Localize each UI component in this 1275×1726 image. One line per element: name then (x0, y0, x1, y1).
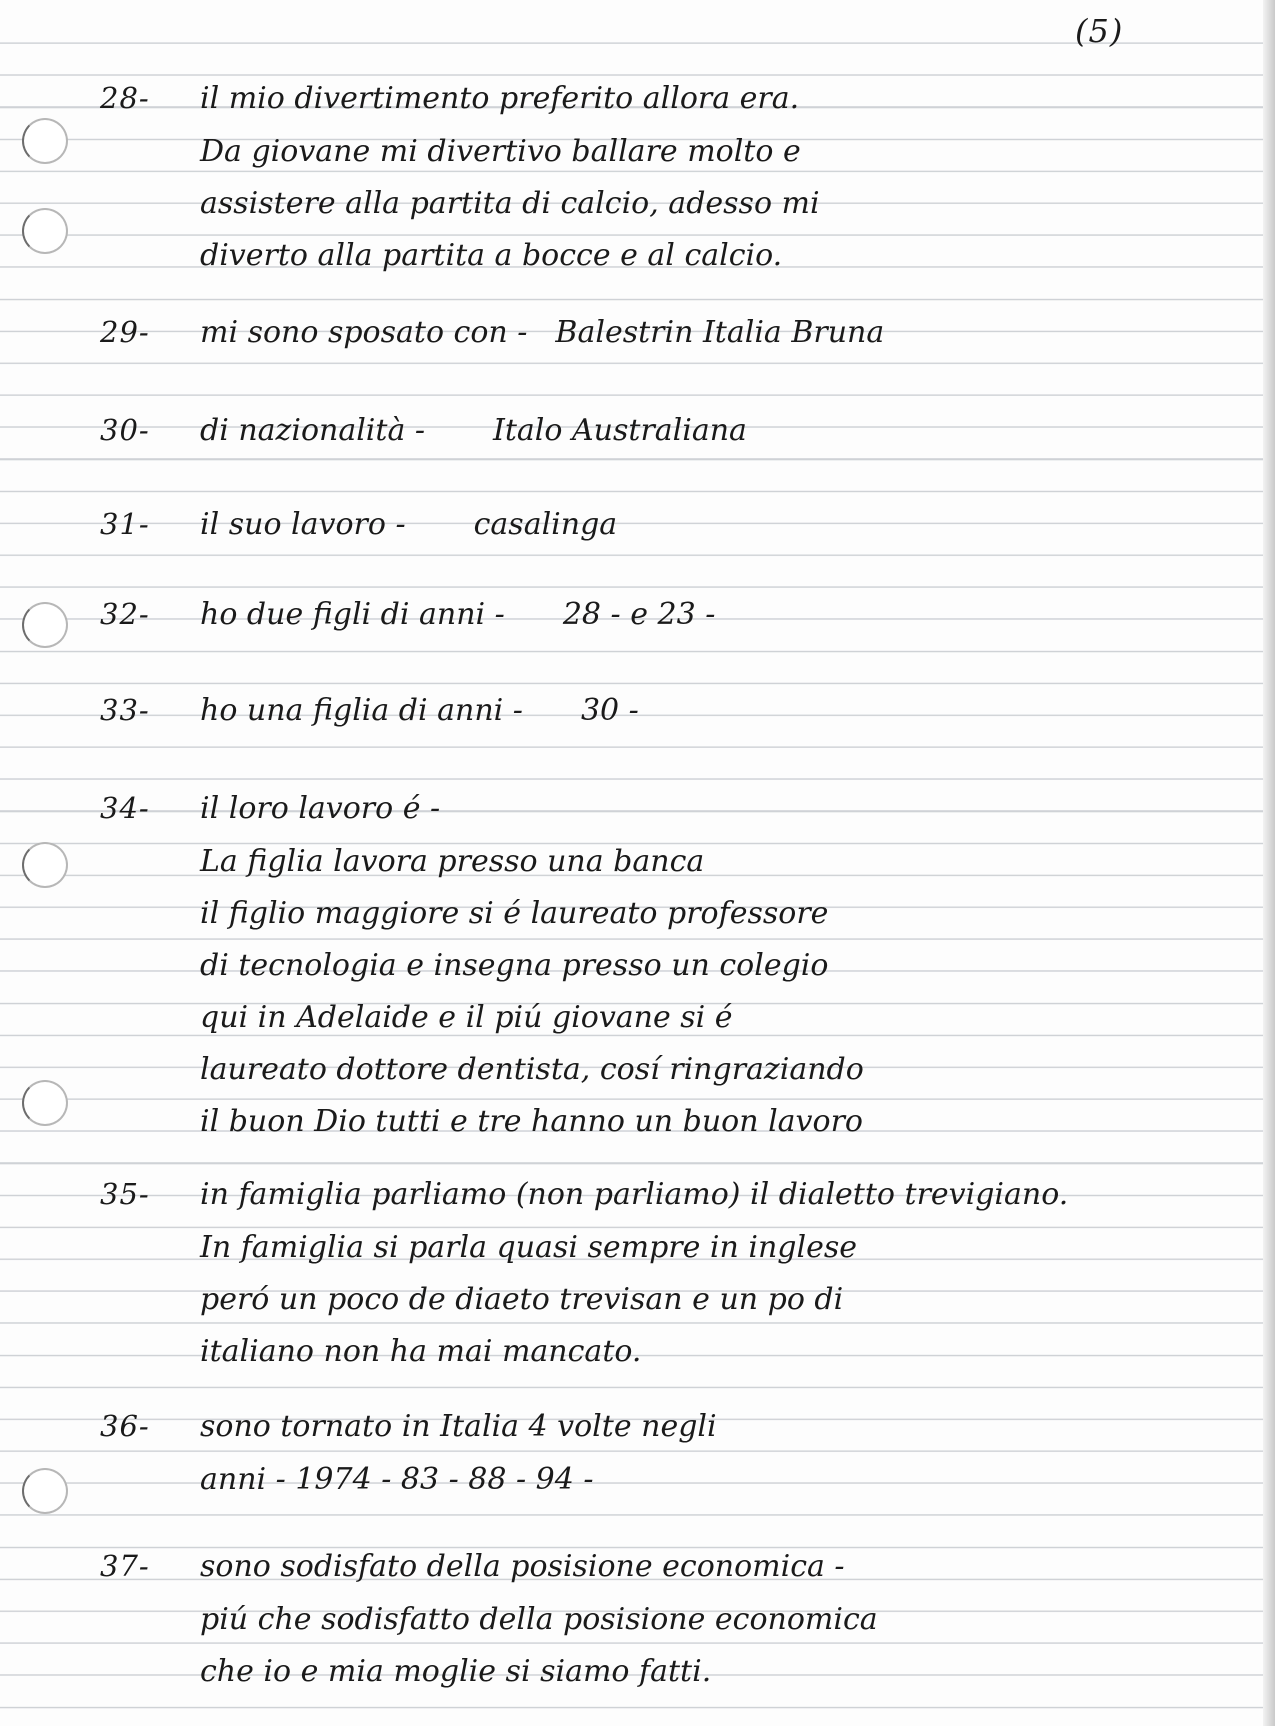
answer-line: Da giovane mi divertivo ballare molto e (200, 134, 801, 169)
answer-line: peró un poco de diaeto trevisan e un po di (200, 1282, 844, 1317)
entry-answer: Italo Australiana (493, 413, 747, 448)
entry-number: 33- (100, 693, 150, 727)
punch-hole (22, 842, 68, 888)
entry-number: 31- (100, 507, 150, 541)
entry-prompt: di nazionalità - (200, 413, 426, 448)
entry-number: 35- (100, 1177, 150, 1211)
answer-line: piú che sodisfatto della posisione economica (200, 1602, 878, 1637)
entry-36 (100, 1400, 1210, 1505)
entry-number: 36- (100, 1409, 150, 1443)
entry-answer: 30 - (580, 693, 639, 728)
entry-prompt: sono tornato in Italia 4 volte negli (200, 1409, 717, 1444)
entry-answer: 28 - e 23 - (562, 597, 716, 632)
answer-line: La figlia lavora presso una banca (200, 844, 705, 879)
entry-33 (100, 684, 1210, 737)
entry-34 (100, 782, 1210, 1147)
answer-line: In famiglia si parla quasi sempre in inglese (200, 1230, 857, 1265)
entry-30 (100, 404, 1210, 457)
entry-number: 32- (100, 597, 150, 631)
punch-hole (22, 602, 68, 648)
answer-line: italiano non ha mai mancato. (200, 1334, 642, 1369)
answer-line: di tecnologia e insegna presso un colegio (200, 948, 829, 983)
answer-line: il buon Dio tutti e tre hanno un buon lavoro (200, 1104, 863, 1139)
entry-35 (100, 1168, 1210, 1377)
punch-hole (22, 1080, 68, 1126)
entry-prompt: il loro lavoro é - (200, 791, 441, 826)
entry-number: 29- (100, 315, 150, 349)
entry-prompt: in famiglia parliamo (non parliamo) il dialetto trevigiano. (200, 1177, 1069, 1212)
entry-answer: Balestrin Italia Bruna (555, 315, 885, 350)
answer-line: qui in Adelaide e il piú giovane si é (200, 1000, 733, 1035)
entry-prompt: il suo lavoro - (200, 507, 406, 542)
punch-hole (22, 208, 68, 254)
entry-28 (100, 72, 1210, 281)
entry-number: 34- (100, 791, 150, 825)
page-edge-shadow (1263, 0, 1275, 1726)
punch-hole (22, 1468, 68, 1514)
entry-prompt: ho due figli di anni - (200, 597, 505, 632)
entry-prompt: sono sodisfato della posisione economica - (200, 1549, 845, 1584)
entry-32 (100, 588, 1210, 641)
answer-line: diverto alla partita a bocce e al calcio. (200, 238, 783, 273)
answer-line: laureato dottore dentista, cosí ringraziando (200, 1052, 864, 1087)
entry-37 (100, 1540, 1210, 1697)
entry-answer: casalinga (473, 507, 618, 542)
entry-number: 37- (100, 1549, 150, 1583)
entry-prompt: ho una figlia di anni - (200, 693, 523, 728)
entry-prompt: mi sono sposato con - (200, 315, 528, 350)
answer-line: che io e mia moglie si siamo fatti. (200, 1654, 712, 1689)
entry-number: 30- (100, 413, 150, 447)
page-number: (5) (1075, 12, 1124, 50)
entry-31 (100, 498, 1210, 551)
entry-prompt: il mio divertimento preferito allora era. (200, 81, 800, 116)
entry-29 (100, 306, 1210, 359)
answer-line: il figlio maggiore si é laureato professore (200, 896, 829, 931)
entry-number: 28- (100, 81, 150, 115)
punch-hole (22, 118, 68, 164)
answer-line: assistere alla partita di calcio, adesso mi (200, 186, 820, 221)
answer-line: anni - 1974 - 83 - 88 - 94 - (200, 1462, 594, 1497)
